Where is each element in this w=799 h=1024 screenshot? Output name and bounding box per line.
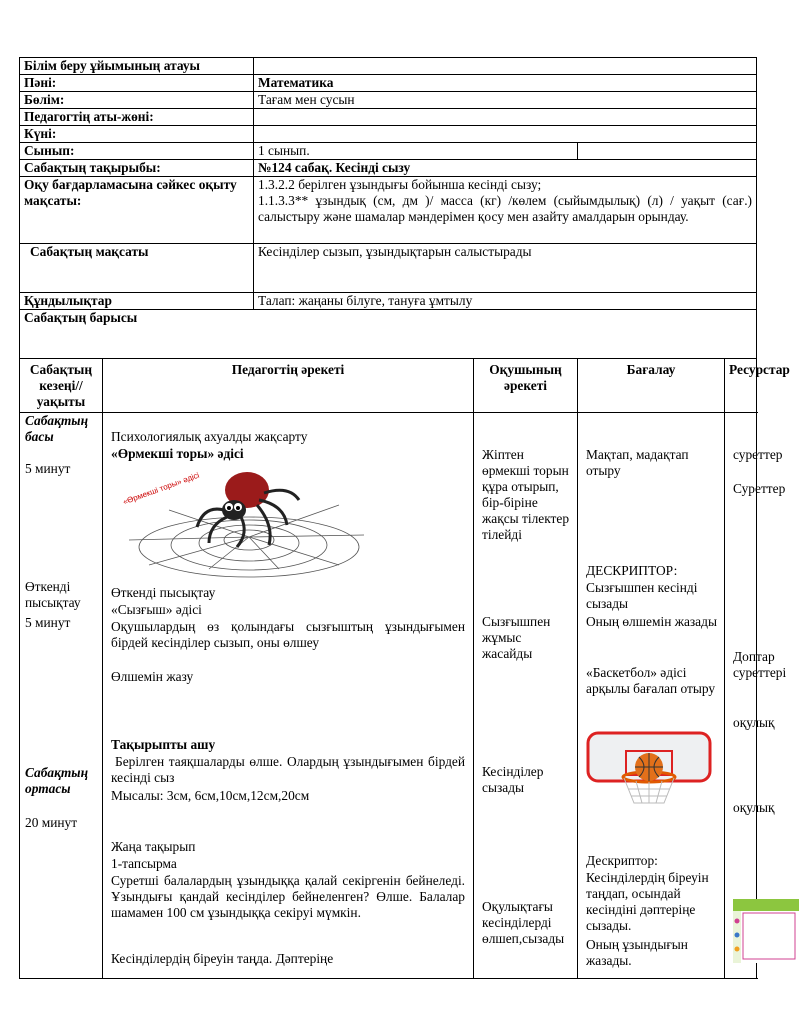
col-teacher-header: Педагогтің әрекеті [103,359,474,413]
assessment-praise: Мақтап, мадақтап отыру [586,447,689,478]
teacher-column [103,413,474,979]
col-assessment-header: Бағалау [578,359,725,413]
lesson-goal-label: Сабақтың мақсаты [20,244,254,293]
class-label: Сынып: [20,143,254,160]
col-resources-header: Ресурстар [725,359,757,413]
descriptor-1: Сызғышпен кесінді сызады [586,580,698,611]
textbook-page-icon [733,899,799,963]
method-spider-web: «Өрмекші торы» әдісі [111,446,244,461]
task-1-line: 1-тапсырма [111,856,177,871]
lesson-plan-table [19,57,790,979]
subject-label: Пәні: [20,75,254,92]
stage-column [20,413,103,979]
student-column [474,413,578,979]
objectives-label: Оқу бағдарламасына сәйкес оқыту мақсаты: [20,177,254,244]
descriptor2-title: Дескриптор: [586,853,658,868]
topic-label: Сабақтың тақырыбы: [20,160,254,177]
review-write: Өлшемін жазу [111,669,194,684]
stage-start-time: 5 минут [25,461,71,476]
subject-value: Математика [254,75,757,92]
section-value: Тағам мен сусын [254,92,757,109]
topic-text: Берілген таяқшаларды өлше. Олардың ұзындығымен бірдей кесінді сыз [111,754,466,785]
descriptor-2: Оның өлшемін жазады [586,614,717,629]
student-activity-2: Сызғышпен жұмыс жасайды [482,614,551,661]
descriptor-title: ДЕСКРИПТОР: [586,563,678,578]
basketball-method: «Баскетбол» әдісі арқылы бағалап отыру [586,665,716,696]
stage-review-time: 5 минут [25,615,71,630]
values-label: Құндылықтар [20,293,254,310]
basketball-hoop-icon [586,731,712,809]
student-activity-3: Кесінділер сызады [482,764,544,795]
resource-1: суреттер [733,447,783,462]
resource-2: Суреттер [733,481,786,496]
org-label: Білім беру ұйымының атауы [20,58,254,75]
assessment-column [578,413,725,979]
resources-column [725,413,787,979]
spider-image-caption: «Өрмекші торы» әдісі [121,470,201,507]
review-line: Өткенді пысықтау [111,585,216,600]
spider-web-image [109,465,369,570]
class-value: 1 сынып. [254,143,578,160]
examples-line: Мысалы: 3см, 6см,10см,12см,20см [111,788,310,803]
stage-middle-title: Сабақтың ортасы [25,765,89,796]
student-activity-4: Оқулықтағы кесінділерді өлшеп,сызады [482,899,565,946]
descriptor-4: Оның ұзындығын жазады. [586,937,688,968]
teacher-label: Педагогтің аты-жөні: [20,109,254,126]
topic-value: №124 сабақ. Кесінді сызу [254,160,757,177]
stage-middle-time: 20 минут [25,815,78,830]
task-last-line: Кесінділердің біреуін таңда. Дәптеріңе [111,951,334,966]
values-value: Талап: жаңаны білуге, тануға ұмтылу [254,293,757,310]
topic-heading: Тақырыпты ашу [111,737,216,752]
objective-2: 1.1.3.3** ұзындық (см, дм )/ масса (кг) /көлем (сыйымдылық) (л) / уақыт (сағ.) салыстыру және шамалар мәндерімен қосу мен азайту амалдарын орындау. [258,193,753,224]
review-text: Оқушылардың өз қолындағы сызғыштың ұзындығымен бірдей кесінділер сызып, оны өлшеу [111,619,466,650]
task-text: Суретші балалардың ұзындыққа қалай секіргенін бейнеледі. Ұзындығы қандай кесінділер бейнеленген? Өлше. Балалар шамамен 100 см ұзындыққа секіруі мүмкін. [111,873,466,920]
class-extra [578,143,757,160]
col-stage-header: Сабақтың кезеңі// уақыты [20,359,103,413]
textbook-thumbnail [733,899,799,963]
lesson-plan [19,57,790,979]
date-value [254,126,757,143]
psych-line: Психологиялық ахуалды жақсарту [111,429,308,444]
org-value [254,58,757,75]
resource-4: оқулық [733,715,775,730]
date-label: Күні: [20,126,254,143]
spider-web-icon [109,465,369,570]
descriptor-3: Кесінділердің біреуін таңдап, осындай кесіндіні дәптеріңе сызады. [586,870,709,933]
basketball-hoop-image [586,731,712,809]
teacher-value [254,109,757,126]
new-topic-line: Жаңа тақырып [111,839,196,854]
progress-label: Сабақтың барысы [20,310,757,359]
objectives-value [254,177,757,244]
resource-3: Доптар суреттері [733,649,787,680]
method-ruler: «Сызғыш» әдісі [111,602,202,617]
lesson-goal-value: Кесінділер сызып, ұзындықтарын салыстырады [254,244,757,293]
stage-review-title: Өткенді пысықтау [25,579,81,610]
section-label: Бөлім: [20,92,254,109]
resource-5: оқулық [733,800,775,815]
objective-1: 1.3.2.2 берілген ұзындығы бойынша кесінді сызу; [258,177,542,192]
student-activity-1: Жіптен өрмекші торын құра отырып, бір-біріне жақсы тілектер тілейді [482,447,570,542]
col-student-header: Оқушының әрекеті [474,359,578,413]
stage-start-title: Сабақтың басы [25,413,89,444]
